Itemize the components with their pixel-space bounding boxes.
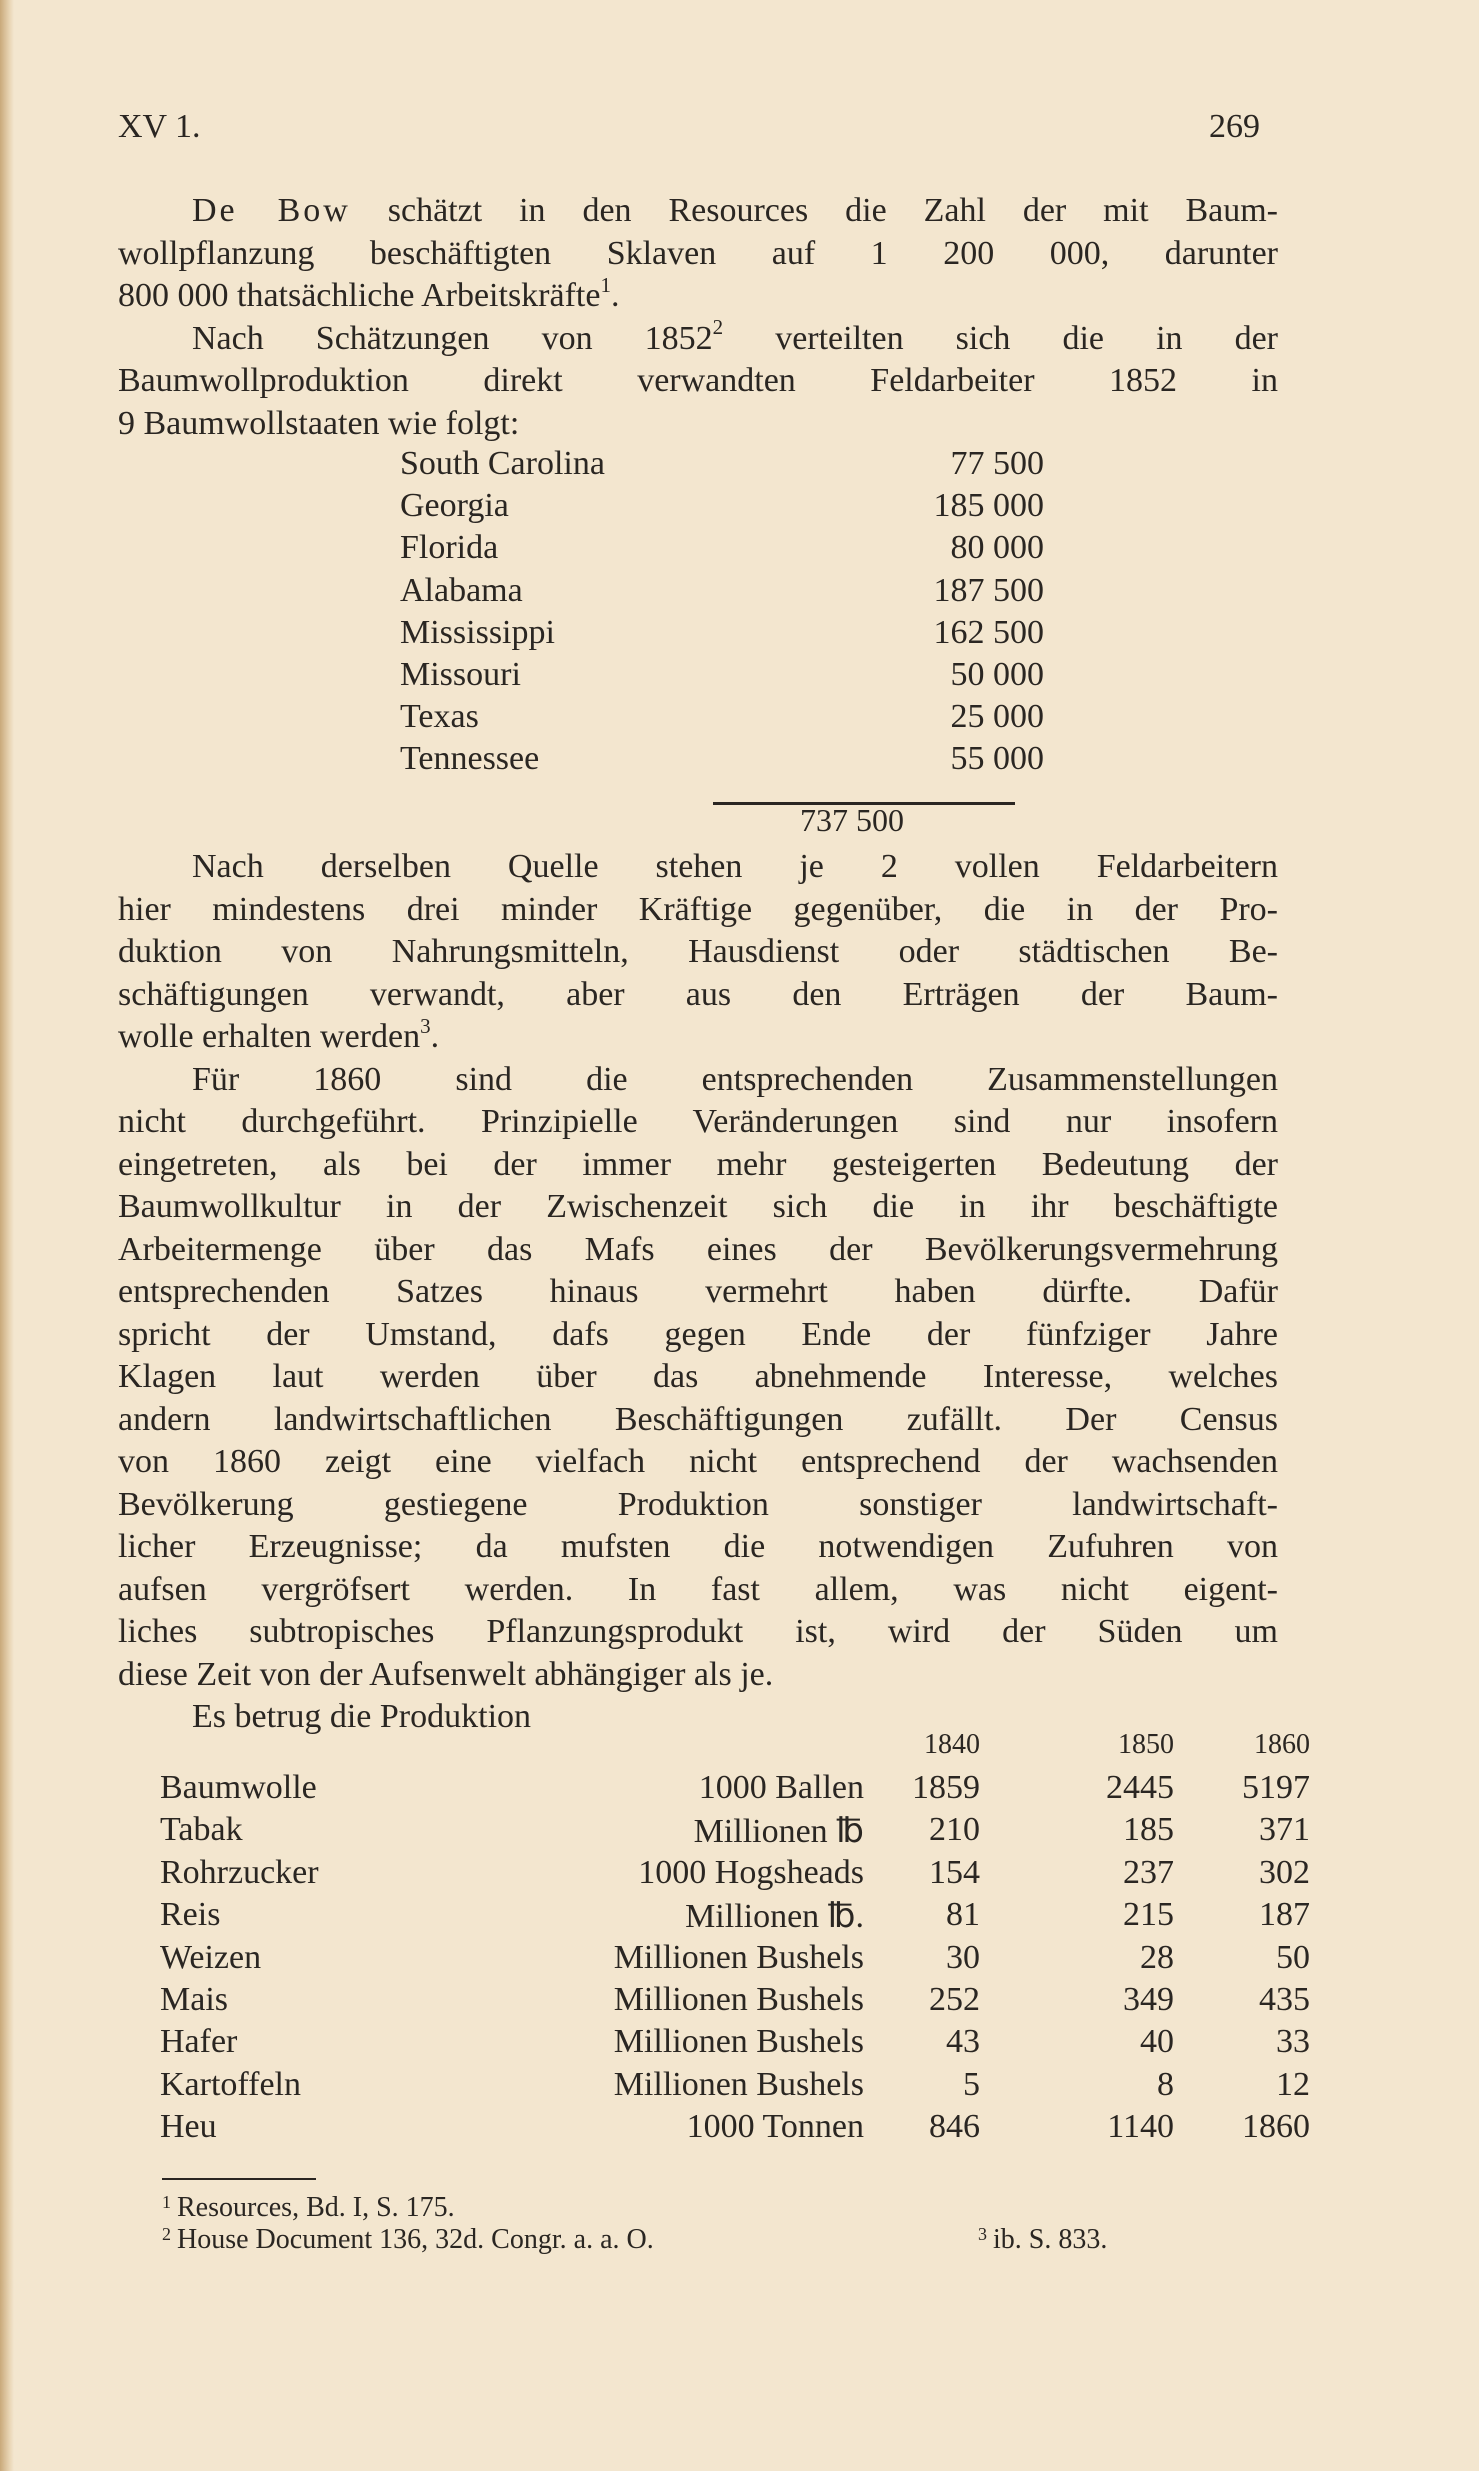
value-1860: 12 (1276, 2065, 1310, 2103)
value-1850: 185 (1123, 1811, 1174, 1849)
product-unit: Millionen Bushels (613, 1938, 864, 1976)
value-1840: 210 (929, 1811, 980, 1849)
year-header: 1850 (1118, 1729, 1174, 1760)
value-1860: 5197 (1242, 1769, 1310, 1806)
value-1860: 50 (1276, 1938, 1310, 1976)
table-row (400, 572, 1140, 614)
value-1850: 2445 (1106, 1769, 1174, 1806)
table-row (400, 445, 1140, 487)
footnote (978, 2224, 1107, 2258)
state-value: 77 500 (950, 445, 1044, 482)
state-value: 80 000 (950, 529, 1044, 567)
value-1850: 40 (1140, 2023, 1174, 2061)
footnote-mark: 2 (162, 2224, 171, 2244)
footnote-text: ib. S. 833. (993, 2224, 1108, 2255)
product-name: Baumwolle (160, 1769, 317, 1806)
value-1840: 5 (963, 2065, 980, 2103)
value-1860: 33 (1276, 2023, 1310, 2061)
footnote-ref: 3 (420, 1013, 431, 1038)
table-row (160, 1811, 1310, 1853)
product-unit: Millionen Bushels (613, 2023, 864, 2061)
text-line: Für 1860 sind die entsprechenden Zusammenstellungen (192, 1060, 1278, 1098)
product-name: Mais (160, 1980, 228, 2018)
state-value: 50 000 (950, 655, 1044, 693)
footnote-rule (162, 2178, 316, 2180)
text-line: 800 000 thatsächliche Arbeitskräfte$^1$. (118, 272, 620, 314)
table-row (400, 656, 1140, 698)
value-1850: 237 (1123, 1853, 1174, 1891)
text-line: Nach Schätzungen von 1852$^2$ verteilten sich die in der (192, 315, 1278, 357)
product-unit: 1000 Ballen (698, 1769, 864, 1806)
text-line: andern landwirtschaftlichen Beschäftigungen zufällt. Der Census (118, 1400, 1278, 1438)
text-line: De Bow schätzt in den Resources die Zahl der mit Baum- (192, 192, 1278, 229)
footnote-ref: 2 (712, 315, 724, 340)
value-1860: 302 (1259, 1853, 1310, 1891)
state-value: 185 000 (933, 487, 1044, 525)
value-1840: 154 (929, 1853, 980, 1891)
value-1850: 349 (1123, 1980, 1174, 2018)
text-line: wollpflanzung beschäftigten Sklaven auf 1 200 000, darunter (118, 234, 1278, 272)
text-line: aufsen vergröfsert werden. In fast allem, was nicht eigent- (118, 1570, 1278, 1608)
value-1860: 1860 (1242, 2108, 1310, 2146)
page-edge-shadow (0, 0, 14, 2471)
text-line: liches subtropisches Pflanzungsprodukt ist, wird der Süden um (118, 1613, 1278, 1650)
footnote-ref: 1 (600, 272, 611, 297)
table-row (160, 1769, 1310, 1811)
year-header: 1840 (924, 1729, 980, 1760)
production-table (160, 1729, 1310, 2151)
text-line: Baumwollproduktion direkt verwandten Feldarbeiter 1852 in (118, 362, 1278, 399)
text-line: duktion von Nahrungsmitteln, Hausdienst oder städtischen Be- (118, 933, 1278, 970)
page-number: 269 (1209, 108, 1260, 145)
state-value: 55 000 (950, 740, 1044, 778)
product-name: Rohrzucker (160, 1853, 319, 1891)
footnote-mark: 3 (978, 2224, 987, 2244)
state-value: 162 500 (933, 613, 1044, 651)
footnotes (162, 2192, 1262, 2256)
value-1850: 28 (1140, 1938, 1174, 1976)
product-name: Reis (160, 1896, 221, 1934)
text-line: von 1860 zeigt eine vielfach nicht entsprechend der wachsenden (118, 1443, 1278, 1480)
table-row (400, 740, 1140, 782)
product-unit: Millionen Bushels (613, 1980, 864, 2018)
value-1840: 81 (946, 1896, 980, 1934)
text-line: Baumwollkultur in der Zwischenzeit sich die in ihr beschäftigte (118, 1188, 1278, 1225)
state-name: Tennessee (400, 740, 540, 778)
text-line: licher Erzeugnisse; da mufsten die notwendigen Zufuhren von (118, 1528, 1278, 1565)
text-line: Arbeitermenge über das Mafs eines der Bevölkerungsvermehrung (118, 1230, 1278, 1268)
year-header: 1860 (1254, 1729, 1310, 1760)
state-value: 25 000 (950, 698, 1044, 736)
text-line: eingetreten, als bei der immer mehr gesteigerten Bedeutung der (118, 1145, 1278, 1183)
value-1840: 43 (946, 2023, 980, 2061)
product-name: Tabak (160, 1811, 243, 1849)
text-line: entsprechenden Satzes hinaus vermehrt haben dürfte. Dafür (118, 1273, 1278, 1310)
state-name: Texas (400, 698, 479, 736)
table-row (160, 2065, 1310, 2108)
value-1840: 1859 (912, 1769, 980, 1806)
footnote (162, 2224, 1262, 2256)
product-unit: Millionen Bushels (613, 2065, 864, 2103)
state-value: 187 500 (933, 571, 1044, 609)
table-row (400, 698, 1140, 740)
table-row (160, 1938, 1310, 1981)
product-name: Weizen (160, 1938, 262, 1976)
footnote (162, 2192, 1262, 2224)
chapter-number: XV 1. (118, 108, 201, 145)
state-name: Florida (400, 529, 499, 567)
table-row (400, 614, 1140, 656)
product-unit: Millionen ℔. (685, 1898, 864, 1936)
state-name: South Carolina (400, 445, 605, 482)
product-name: Hafer (160, 2023, 238, 2061)
state-workers-table (400, 445, 1140, 783)
table-row (400, 529, 1140, 571)
text-line: wolle erhalten werden$^3$. (118, 1013, 440, 1055)
value-1840: 30 (946, 1938, 980, 1976)
table-row (160, 1896, 1310, 1938)
table-row (160, 1853, 1310, 1896)
state-name: Georgia (400, 487, 509, 525)
product-name: Kartoffeln (160, 2065, 301, 2103)
state-name: Alabama (400, 571, 523, 609)
text-line: Bevölkerung gestiegene Produktion sonstiger landwirtschaft- (118, 1485, 1278, 1523)
text-line: 9 Baumwollstaaten wie folgt: (118, 404, 520, 442)
table-header (160, 1729, 1310, 1769)
text-line: nicht durchgeführt. Prinzipielle Veränderungen sind nur insofern (118, 1103, 1278, 1140)
table-row (160, 2108, 1310, 2150)
author-name: De Bow (192, 192, 351, 229)
running-head (118, 108, 1260, 158)
value-1860: 435 (1259, 1980, 1310, 2018)
table-row (160, 1980, 1310, 2023)
value-1860: 187 (1259, 1896, 1310, 1934)
text-line: Klagen laut werden über das abnehmende Interesse, welches (118, 1358, 1278, 1395)
value-1850: 8 (1157, 2065, 1174, 2103)
product-unit: 1000 Tonnen (686, 2108, 864, 2146)
text-line: spricht der Umstand, dafs gegen Ende der fünfziger Jahre (118, 1315, 1278, 1353)
value-1840: 252 (929, 1980, 980, 2018)
states-total: 737 500 (800, 802, 904, 838)
text-line: hier mindestens drei minder Kräftige gegenüber, die in der Pro- (118, 890, 1278, 928)
table-row (400, 487, 1140, 529)
value-1840: 846 (929, 2108, 980, 2146)
text-line: Es betrug die Produktion (192, 1698, 532, 1735)
book-page (118, 0, 1310, 2471)
text-line: diese Zeit von der Aufsenwelt abhängiger als je. (118, 1655, 774, 1693)
state-name: Mississippi (400, 613, 555, 651)
product-name: Heu (160, 2108, 217, 2146)
text-line: Nach derselben Quelle stehen je 2 vollen Feldarbeitern (192, 848, 1278, 885)
value-1850: 215 (1123, 1896, 1174, 1934)
main-text (118, 846, 1278, 1739)
product-unit: 1000 Hogsheads (638, 1853, 864, 1891)
product-unit: Millionen ℔ (693, 1813, 864, 1851)
footnote-text: House Document 136, 32d. Congr. a. a. O. (177, 2224, 654, 2255)
value-1850: 1140 (1107, 2108, 1174, 2146)
intro-text (118, 190, 1278, 445)
value-1860: 371 (1259, 1811, 1310, 1849)
footnote-text: Resources, Bd. I, S. 175. (177, 2192, 455, 2223)
state-name: Missouri (400, 655, 521, 693)
text-line: schäftigungen verwandt, aber aus den Erträgen der Baum- (118, 975, 1278, 1013)
table-row (160, 2023, 1310, 2065)
footnote-mark: 1 (162, 2192, 171, 2212)
